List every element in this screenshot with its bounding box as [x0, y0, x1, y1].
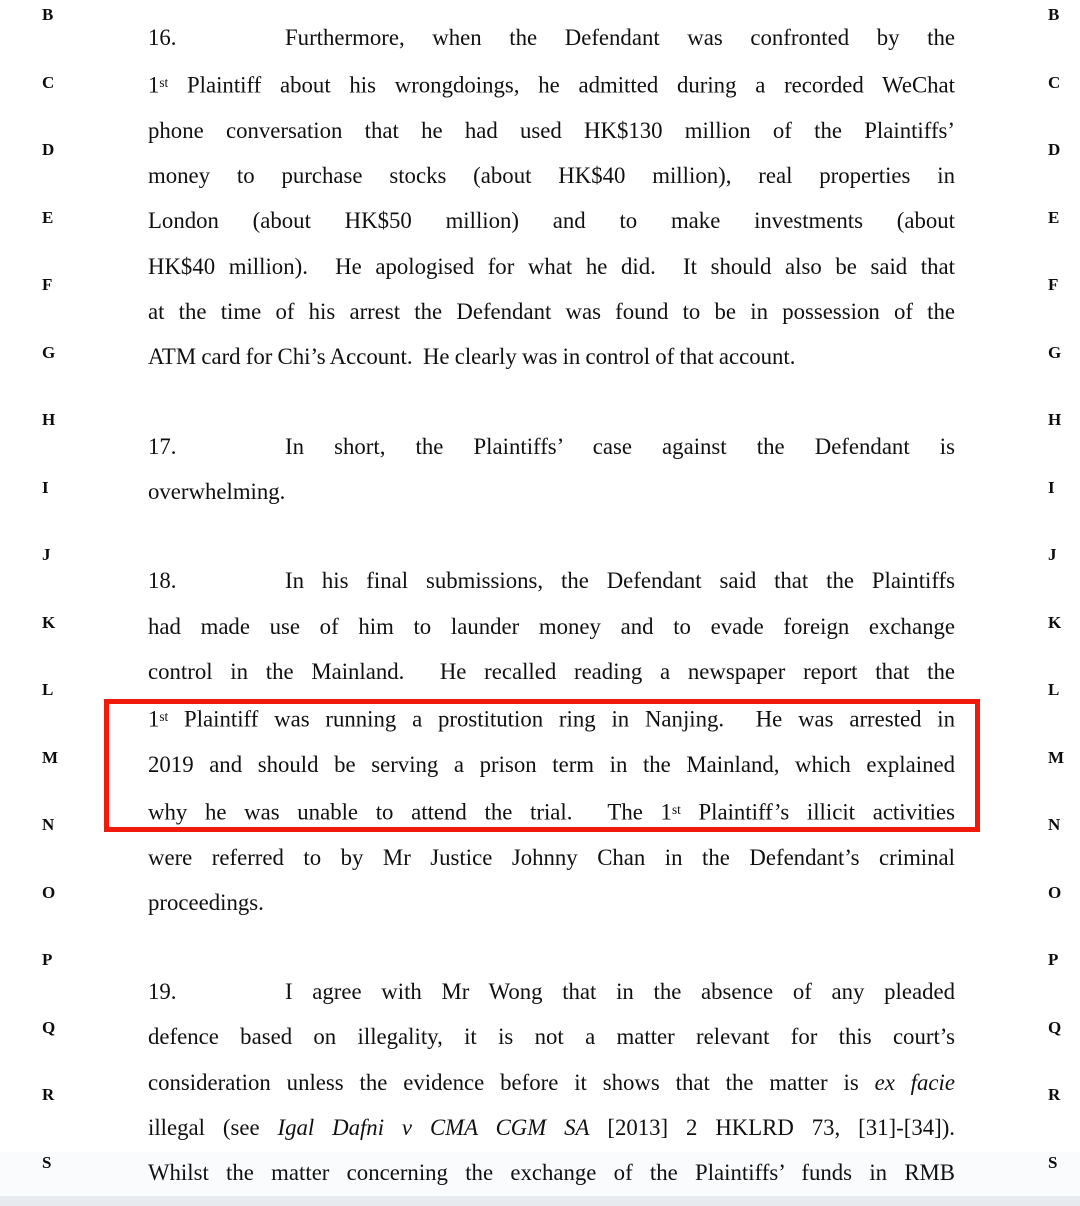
- margin-letter-right-B: B: [1048, 5, 1060, 24]
- text-line: [148, 1105, 955, 1150]
- superscript-text: st: [159, 75, 169, 91]
- text-segment: [2013] 2 HKLRD 73, [31]-[34]).: [589, 1115, 955, 1141]
- margin-letter-left-F: F: [42, 275, 53, 294]
- paragraph-number: 16.: [148, 25, 177, 50]
- text-segment: were referred to by Mr Justice Johnny Chan in the Defendant’s criminal: [148, 844, 955, 870]
- text-segment: proceedings.: [148, 889, 264, 915]
- margin-letter-left-N: N: [42, 815, 55, 834]
- text-segment: I agree with Mr Wong that in the absence of any pleaded: [285, 979, 955, 1005]
- margin-letter-right-Q: Q: [1048, 1017, 1062, 1037]
- paragraph-number: 19.: [148, 979, 177, 1005]
- text-segment: at the time of his arrest the Defendant was found to be in possession of the: [148, 299, 955, 325]
- margin-letter-left-H: H: [42, 410, 56, 429]
- text-line: [148, 604, 955, 649]
- text-segment: illegal (see: [148, 1115, 278, 1141]
- margin-letter-left-J: J: [42, 545, 51, 564]
- highlight-box: [104, 699, 980, 832]
- margin-letter-left-R: R: [42, 1085, 55, 1104]
- paragraph-17: [148, 424, 955, 515]
- margin-letter-right-F: F: [1048, 275, 1059, 294]
- text-segment: London (about HK$50 million) and to make investments (about: [148, 208, 955, 234]
- margin-letter-right-E: E: [1048, 207, 1060, 227]
- margin-letter-left-K: K: [42, 612, 56, 632]
- margin-letter-right-I: I: [1048, 477, 1055, 497]
- page-bottom-edge: [0, 1196, 1080, 1206]
- paragraph-16: [148, 15, 955, 380]
- margin-letter-right-D: D: [1048, 140, 1061, 159]
- text-line: [148, 153, 955, 198]
- text-line: [148, 835, 955, 880]
- text-segment: consideration unless the evidence before it shows that the matter is: [148, 1069, 875, 1095]
- text-line: [148, 60, 955, 108]
- italic-citation: Igal Dafni v CMA CGM SA: [277, 1115, 590, 1141]
- text-segment: 2019 and should be serving a prison term in the Mainland, which explained: [148, 751, 955, 777]
- text-segment: In short, the Plaintiffs’ case against the Defendant is: [285, 433, 955, 459]
- margin-letter-right-C: C: [1048, 72, 1061, 92]
- margin-letter-left-D: D: [42, 140, 55, 159]
- text-segment: Plaintiff about his wrongdoings, he admitted during a recorded WeChat: [168, 72, 955, 98]
- text-segment: In his final submissions, the Defendant said that the Plaintiffs: [285, 568, 955, 594]
- margin-letter-left-I: I: [42, 477, 49, 497]
- text-line: [148, 15, 955, 60]
- margin-letter-right-H: H: [1048, 410, 1062, 429]
- margin-letter-right-N: N: [1048, 815, 1061, 834]
- text-line: [148, 1060, 955, 1105]
- text-segment: defence based on illegality, it is not a matter relevant for this court’s: [148, 1024, 955, 1050]
- text-line: [148, 424, 955, 469]
- margin-letter-left-S: S: [42, 1152, 52, 1172]
- text-line: [148, 558, 955, 603]
- margin-letter-left-L: L: [42, 680, 54, 699]
- text-segment: phone conversation that he had used HK$130 million of the Plaintiffs’: [148, 117, 955, 143]
- margin-letter-left-O: O: [42, 882, 56, 902]
- margin-letter-left-E: E: [42, 207, 54, 227]
- text-line: [148, 969, 955, 1014]
- margin-letter-left-P: P: [42, 950, 53, 969]
- text-segment: HK$40 million). He apologised for what he did. It should also be said that: [148, 253, 955, 279]
- text-segment: ATM card for Chi’s Account. He clearly was in control of that account.: [148, 344, 796, 370]
- text-line: [148, 108, 955, 153]
- text-segment: 1: [148, 706, 160, 732]
- text-line: [148, 880, 955, 925]
- text-segment: money to purchase stocks (about HK$40 million), real properties in: [148, 163, 955, 189]
- margin-letter-right-G: G: [1048, 342, 1062, 362]
- text-segment: Whilst the matter concerning the exchange of the Plaintiffs’ funds in RMB: [148, 1160, 955, 1186]
- margin-letter-right-R: R: [1048, 1085, 1061, 1104]
- margin-letter-right-O: O: [1048, 882, 1062, 902]
- text-segment: had made use of him to launder money and to evade foreign exchange: [148, 613, 955, 639]
- margin-letter-left-M: M: [42, 747, 59, 767]
- text-segment: Plaintiff was running a prostitution ring in Nanjing. He was arrested in: [168, 706, 955, 732]
- margin-letter-left-G: G: [42, 342, 56, 362]
- paragraph-19: [148, 969, 955, 1195]
- margin-letter-right-P: P: [1048, 950, 1059, 969]
- document-body: [148, 15, 955, 1196]
- text-line: [148, 244, 955, 289]
- text-segment: overwhelming.: [148, 478, 286, 504]
- text-segment: why he was unable to attend the trial. The 1: [148, 799, 672, 825]
- margin-letter-left-C: C: [42, 72, 55, 92]
- margin-letter-right-M: M: [1048, 747, 1065, 767]
- margin-letter-right-L: L: [1048, 680, 1060, 699]
- superscript-text: st: [671, 802, 681, 818]
- text-line: [148, 469, 955, 514]
- paragraph-number: 17.: [148, 433, 177, 459]
- text-line: [148, 1150, 955, 1195]
- margin-letter-left-Q: Q: [42, 1017, 56, 1037]
- text-line: [148, 1014, 955, 1059]
- paragraph-number: 18.: [148, 568, 177, 594]
- text-segment: Plaintiff’s illicit activities: [680, 799, 955, 825]
- margin-letter-left-B: B: [42, 5, 54, 24]
- text-line: [148, 649, 955, 694]
- margin-letter-right-S: S: [1048, 1152, 1058, 1172]
- text-segment: Furthermore, when the Defendant was confronted by the: [285, 25, 955, 50]
- superscript-text: st: [159, 709, 169, 725]
- margin-letter-right-J: J: [1048, 545, 1057, 564]
- text-line: [148, 198, 955, 243]
- margin-letter-right-K: K: [1048, 612, 1062, 632]
- text-segment: control in the Mainland. He recalled reading a newspaper report that the: [148, 658, 955, 684]
- italic-citation: ex facie: [874, 1069, 955, 1095]
- text-segment: 1: [148, 72, 160, 98]
- text-line: [148, 289, 955, 334]
- text-line: [148, 334, 955, 379]
